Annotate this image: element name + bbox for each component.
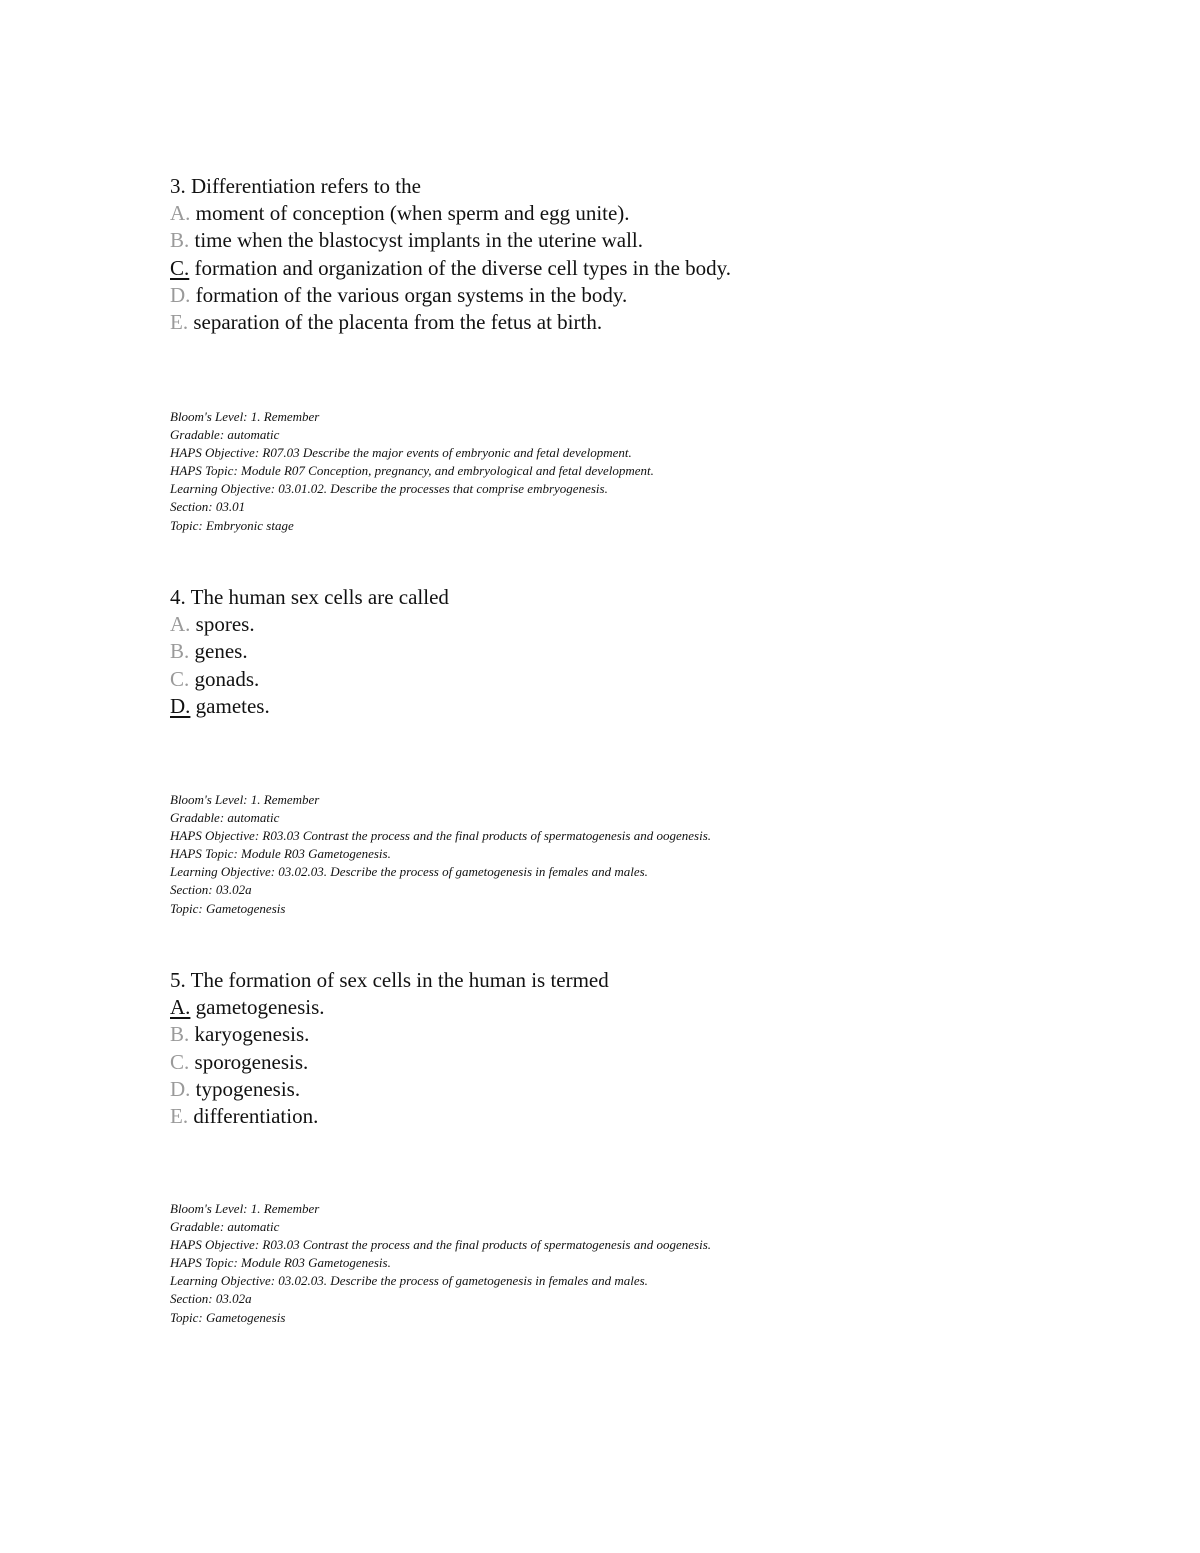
answer-option-c <box>170 1049 1070 1076</box>
meta-section: Section: 03.01 <box>170 499 246 515</box>
question-3 <box>170 173 1070 336</box>
question-stem: 5. The formation of sex cells in the human is termed <box>170 968 609 992</box>
question-stem: 3. Differentiation refers to the <box>170 174 421 198</box>
meta-haps-objective: HAPS Objective: R03.03 Contrast the process and the final products of spermatogenesis and oogenesis. <box>170 828 711 844</box>
answer-option-c <box>170 666 1070 693</box>
option-text: formation and organization of the diverse cell types in the body. <box>189 255 732 280</box>
question-4-metadata <box>170 791 1070 918</box>
meta-section: Section: 03.02a <box>170 1291 252 1307</box>
question-stem: 4. The human sex cells are called <box>170 585 449 609</box>
meta-learning-objective: Learning Objective: 03.01.02. Describe the processes that comprise embryogenesis. <box>170 481 608 497</box>
meta-topic: Topic: Gametogenesis <box>170 900 286 916</box>
option-letter: E. <box>170 1104 189 1129</box>
option-letter: A. <box>170 201 191 226</box>
option-letter: A. <box>170 995 191 1020</box>
option-text: separation of the placenta from the fetus at birth. <box>188 310 603 335</box>
meta-topic: Topic: Gametogenesis <box>170 1309 286 1325</box>
option-letter: D. <box>170 282 191 307</box>
answer-option-b <box>170 638 1070 665</box>
option-text: spores. <box>190 612 255 637</box>
answer-option-a-correct <box>170 994 1070 1021</box>
option-text: formation of the various organ systems in the body. <box>190 282 628 307</box>
meta-gradable: Gradable: automatic <box>170 810 280 826</box>
meta-learning-objective: Learning Objective: 03.02.03. Describe the process of gametogenesis in females and males. <box>170 1273 648 1289</box>
question-5-metadata <box>170 1200 1070 1327</box>
option-text: differentiation. <box>188 1104 319 1129</box>
answer-option-b <box>170 227 1070 254</box>
question-5 <box>170 967 1070 1130</box>
meta-learning-objective: Learning Objective: 03.02.03. Describe the process of gametogenesis in females and males. <box>170 864 648 880</box>
answer-option-a <box>170 200 1070 227</box>
option-text: time when the blastocyst implants in the uterine wall. <box>189 228 644 253</box>
option-text: typogenesis. <box>190 1076 301 1101</box>
option-letter: E. <box>170 310 189 335</box>
meta-haps-objective: HAPS Objective: R03.03 Contrast the process and the final products of spermatogenesis and oogenesis. <box>170 1237 711 1253</box>
meta-blooms-level: Bloom's Level: 1. Remember <box>170 792 320 807</box>
option-text: gametogenesis. <box>190 995 325 1020</box>
option-letter: C. <box>170 1049 190 1074</box>
answer-option-e <box>170 1103 1070 1130</box>
option-text: genes. <box>189 639 248 664</box>
answer-option-c-correct <box>170 255 1070 282</box>
option-text: gonads. <box>189 666 260 691</box>
option-letter: B. <box>170 1022 190 1047</box>
meta-haps-topic: HAPS Topic: Module R03 Gametogenesis. <box>170 846 391 862</box>
answer-option-d <box>170 282 1070 309</box>
meta-blooms-level: Bloom's Level: 1. Remember <box>170 1201 320 1216</box>
answer-option-e <box>170 309 1070 336</box>
option-letter: D. <box>170 693 191 718</box>
option-letter: C. <box>170 255 190 280</box>
meta-gradable: Gradable: automatic <box>170 1219 280 1235</box>
meta-haps-objective: HAPS Objective: R07.03 Describe the major events of embryonic and fetal development. <box>170 445 632 461</box>
answer-option-b <box>170 1021 1070 1048</box>
meta-gradable: Gradable: automatic <box>170 427 280 443</box>
question-4 <box>170 584 1070 720</box>
answer-option-a <box>170 611 1070 638</box>
option-letter: B. <box>170 228 190 253</box>
option-text: moment of conception (when sperm and egg unite). <box>190 201 630 226</box>
option-text: karyogenesis. <box>189 1022 310 1047</box>
option-letter: D. <box>170 1076 191 1101</box>
meta-section: Section: 03.02a <box>170 882 252 898</box>
meta-haps-topic: HAPS Topic: Module R07 Conception, pregnancy, and embryological and fetal development. <box>170 463 654 479</box>
answer-option-d-correct <box>170 693 1070 720</box>
answer-option-d <box>170 1076 1070 1103</box>
option-text: sporogenesis. <box>189 1049 309 1074</box>
meta-blooms-level: Bloom's Level: 1. Remember <box>170 409 320 424</box>
option-letter: A. <box>170 612 191 637</box>
meta-haps-topic: HAPS Topic: Module R03 Gametogenesis. <box>170 1255 391 1271</box>
meta-topic: Topic: Embryonic stage <box>170 517 294 533</box>
option-text: gametes. <box>190 693 270 718</box>
option-letter: B. <box>170 639 190 664</box>
question-3-metadata <box>170 408 1070 535</box>
option-letter: C. <box>170 666 190 691</box>
